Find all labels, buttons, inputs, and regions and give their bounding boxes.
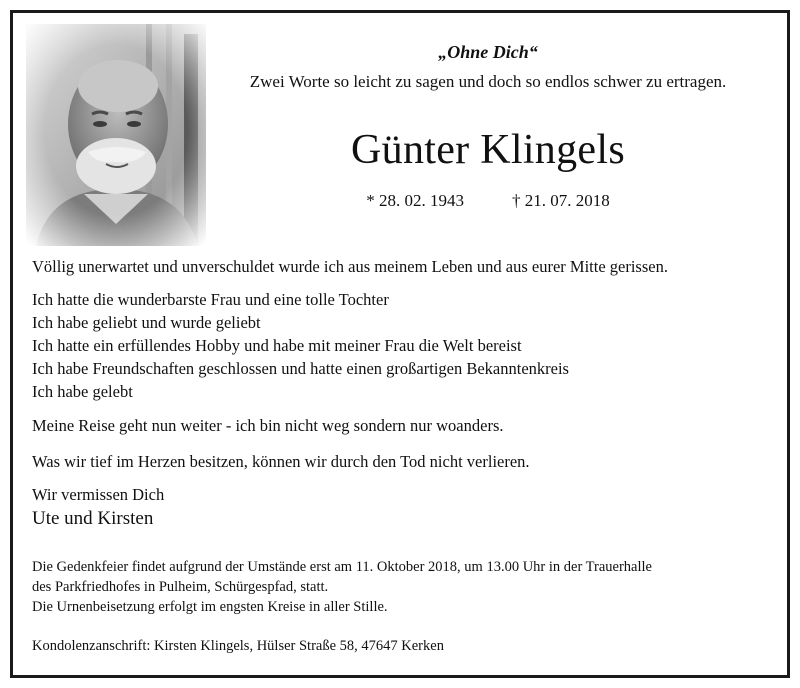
- heart-text: Was wir tief im Herzen besitzen, können wir durch den Tod nicht verlieren.: [32, 452, 530, 471]
- intro-text: Völlig unerwartet und unverschuldet wurde ich aus meinem Leben und aus eurer Mitte gerissen.: [32, 257, 668, 276]
- motto-line: Zwei Worte so leicht zu sagen und doch so endlos schwer zu ertragen.: [249, 72, 727, 91]
- portrait-photo: [26, 24, 206, 246]
- life-line: Ich habe geliebt und wurde geliebt: [32, 313, 261, 332]
- deceased-name: Günter Klingels: [351, 127, 625, 173]
- signature: Ute und Kirsten: [32, 508, 154, 529]
- life-dates: [210, 191, 766, 211]
- ceremony-info: [32, 557, 652, 617]
- death-date: † 21. 07. 2018: [512, 191, 610, 210]
- life-lines: [32, 288, 569, 403]
- life-line: Ich hatte ein erfüllendes Hobby und habe mit meiner Frau die Welt bereist: [32, 336, 522, 355]
- life-line: Ich habe gelebt: [32, 382, 133, 401]
- journey-text: Meine Reise geht nun weiter - ich bin nicht weg sondern nur woanders.: [32, 416, 504, 435]
- motto-title: „Ohne Dich“: [438, 42, 538, 62]
- ceremony-line: des Parkfriedhofes in Pulheim, Schürgespfad, statt.: [32, 579, 329, 595]
- birth-date: * 28. 02. 1943: [366, 191, 464, 210]
- miss-text: Wir vermissen Dich: [32, 485, 165, 504]
- life-line: Ich hatte die wunderbarste Frau und eine tolle Tochter: [32, 290, 389, 309]
- life-line: Ich habe Freundschaften geschlossen und hatte einen großartigen Bekanntenkreis: [32, 359, 569, 378]
- ceremony-line: Die Urnenbeisetzung erfolgt im engsten Kreise in aller Stille.: [32, 599, 388, 615]
- condolence-address: Kondolenzanschrift: Kirsten Klingels, Hülser Straße 58, 47647 Kerken: [32, 638, 444, 654]
- ceremony-line: Die Gedenkfeier findet aufgrund der Umstände erst am 11. Oktober 2018, um 13.00 Uhr in der Trauerhalle: [32, 559, 652, 575]
